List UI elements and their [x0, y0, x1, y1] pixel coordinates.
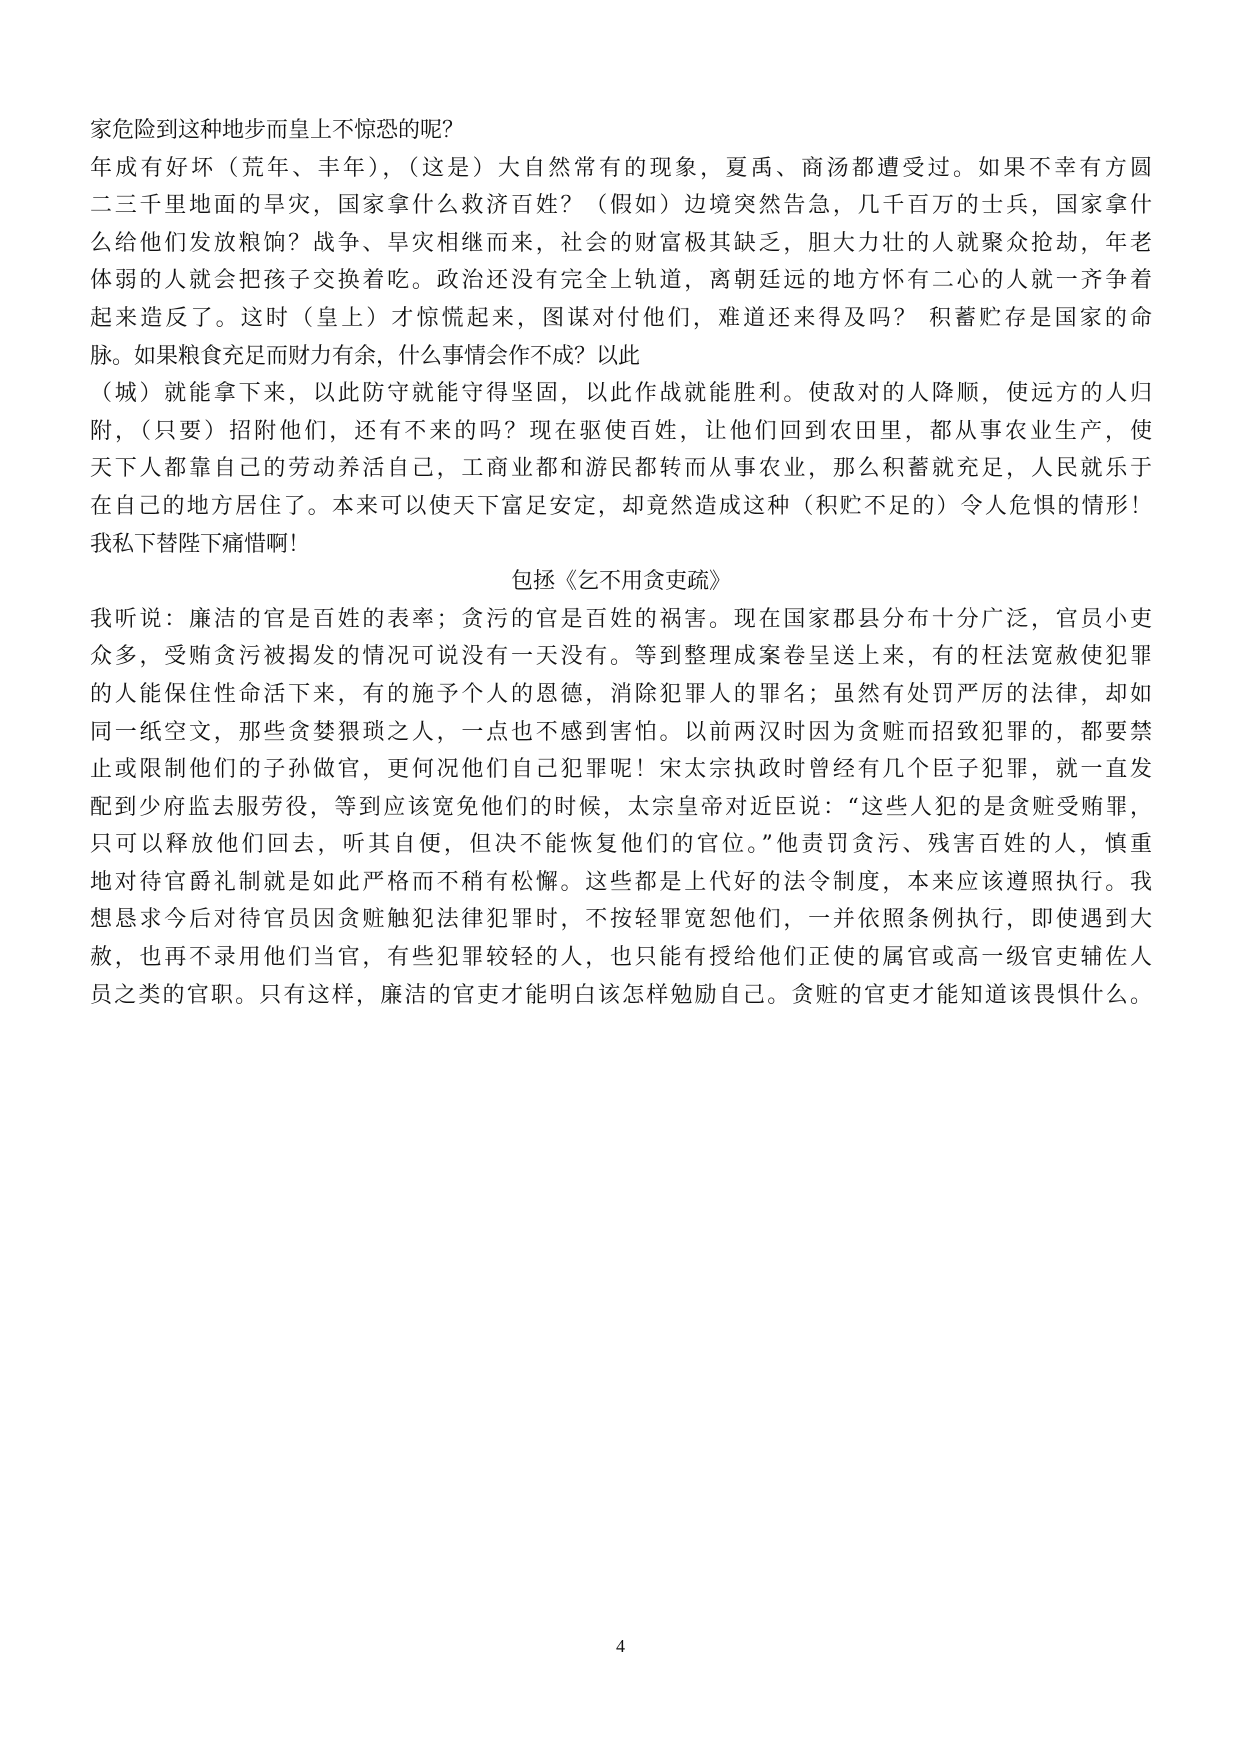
text-line: 赦，也再不录用他们当官，有些犯罪较轻的人，也只能有授给他们正使的属官或高一级官吏辅佐人	[90, 945, 1152, 971]
text-line: 家危险到这种地步而皇上不惊恐的呢？	[90, 118, 465, 143]
text-line: 天下人都靠自己的劳动养活自己，工商业都和游民都转而从事农业，那么积蓄就充足，人民就乐于	[90, 456, 1152, 482]
text-line: 配到少府监去服劳役，等到应该宽免他们的时候，太宗皇帝对近臣说：“这些人犯的是贪赃受贿罪，	[90, 794, 1152, 820]
text-line: 在自己的地方居住了。本来可以使天下富足安定，却竟然造成这种（积贮不足的）令人危惧的情形！	[90, 493, 1152, 519]
paragraph-3	[90, 375, 1152, 563]
text-line: 二三千里地面的旱灾，国家拿什么救济百姓？（假如）边境突然告急，几千百万的士兵，国家拿什	[90, 193, 1152, 219]
text-line: 止或限制他们的子孙做官，更何况他们自己犯罪呢！宋太宗执政时曾经有几个臣子犯罪，就一直发	[90, 757, 1152, 783]
text-line: 众多，受贿贪污被揭发的情况可说没有一天没有。等到整理成案卷呈送上来，有的枉法宽赦使犯罪	[90, 644, 1152, 670]
text-line: 我听说：廉洁的官是百姓的表率；贪污的官是百姓的祸害。现在国家郡县分布十分广泛，官员小吏	[90, 606, 1152, 632]
text-line: 想恳求今后对待官员因贪赃触犯法律犯罪时，不按轻罪宽恕他们，一并依照条例执行，即使遇到大	[90, 907, 1152, 933]
text-line: （城）就能拿下来，以此防守就能守得坚固，以此作战就能胜利。使敌对的人降顺，使远方的人归	[90, 381, 1152, 407]
text-line: 只可以释放他们回去，听其自便，但决不能恢复他们的官位。”他责罚贪污、残害百姓的人，慎重	[90, 832, 1152, 858]
text-line: 员之类的官职。只有这样，廉洁的官吏才能明白该怎样勉励自己。贪赃的官吏才能知道该畏惧什么。	[90, 982, 1152, 1008]
text-line: 脉。如果粮食充足而财力有余，什么事情会作不成？以此	[90, 343, 641, 369]
paragraph-4	[90, 601, 1152, 1015]
text-line: 附，（只要）招附他们，还有不来的吗？现在驱使百姓，让他们回到农田里，都从事农业生产，使	[90, 418, 1152, 444]
paragraph-1	[90, 112, 1152, 150]
paragraph-2	[90, 150, 1152, 376]
text-line: 年成有好坏（荒年、丰年），（这是）大自然常有的现象，夏禹、商汤都遭受过。如果不幸有方圆	[90, 155, 1152, 181]
text-line: 的人能保住性命活下来，有的施予个人的恩德，消除犯罪人的罪名；虽然有处罚严厉的法律，却如	[90, 681, 1152, 707]
text-line: 起来造反了。这时（皇上）才惊慌起来，图谋对付他们，难道还来得及吗？ 积蓄贮存是国家的命	[90, 305, 1152, 331]
document-body	[90, 112, 1152, 1014]
text-line: 同一纸空文，那些贪婪猥琐之人，一点也不感到害怕。以前两汉时因为贪赃而招致犯罪的，都要禁	[90, 719, 1152, 745]
text-line: 我私下替陛下痛惜啊！	[90, 531, 311, 557]
section-title: 包拯《乞不用贪吏疏》	[510, 569, 731, 595]
page-number: 4	[616, 1636, 625, 1656]
text-line: 么给他们发放粮饷？战争、旱灾相继而来，社会的财富极其缺乏，胆大力壮的人就聚众抢劫，年老	[90, 230, 1152, 256]
text-line: 体弱的人就会把孩子交换着吃。政治还没有完全上轨道，离朝廷远的地方怀有二心的人就一齐争着	[90, 268, 1152, 294]
text-line: 地对待官爵礼制就是如此严格而不稍有松懈。这些都是上代好的法令制度，本来应该遵照执行。我	[90, 869, 1152, 895]
